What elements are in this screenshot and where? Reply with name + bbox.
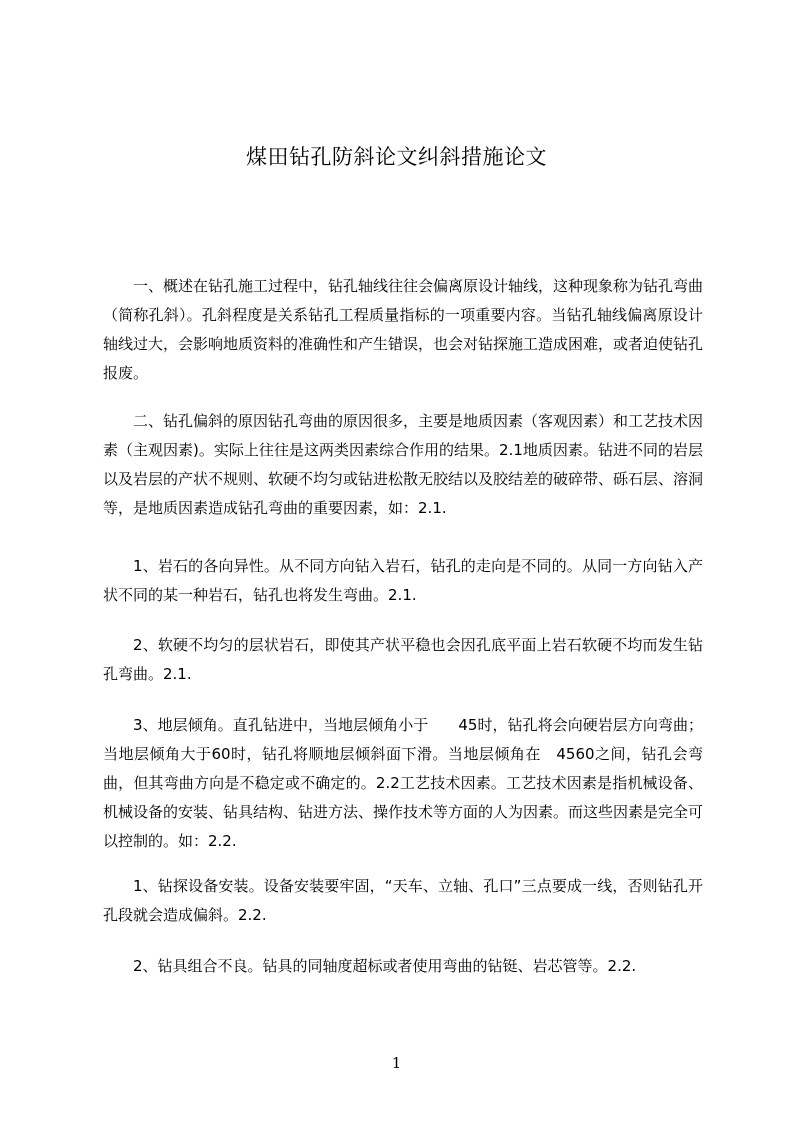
paragraph-dip-angle: 3、地层倾角。直孔钻进中，当地层倾角小于 45时，钻孔将会向硬岩层方向弯曲；当地层倾角大于60时，钻孔将顺地层倾斜面下滑。当地层倾角在 4560之间，钻孔会弯曲，但其弯曲方向是不稳定或不确定的。2.2工艺技术因素。工艺技术因素是指机械设备、机械设备的安装、钻具结构、钻进方法、操作技术等方面的人为因素。而这些因素是完全可以控制的。如：2.2. — [103, 716, 704, 850]
paragraph-causes: 二、钻孔偏斜的原因钻孔弯曲的原因很多，主要是地质因素（客观因素）和工艺技术因素（主观因素)。实际上往往是这两类因素综合作用的结果。2.1地质因素。钻进不同的岩层以及岩层的产状不规则、软硬不均匀或钻进松散无胶结以及胶结差的破碎带、砾石层、溶洞等，是地质因素造成钻孔弯曲的重要因素，如：2.1. — [103, 412, 704, 517]
paragraph-equipment-installation: 1、钻探设备安装。设备安装要牢固，“天车、立轴、孔口”三点要成一线，否则钻孔开孔段就会造成偏斜。2.2. — [103, 877, 703, 924]
paragraph-rock-anisotropy: 1、岩石的各向异性。从不同方向钻入岩石，钻孔的走向是不同的。从同一方向钻入产状不同的某一种岩石，钻孔也将发生弯曲。2.1. — [103, 557, 703, 604]
paragraph-overview: 一、概述在钻孔施工过程中，钻孔轴线往往会偏离原设计轴线，这种现象称为钻孔弯曲（简称孔斜）。孔斜程度是关系钻孔工程质量指标的一项重要内容。当钻孔轴线偏离原设计轴线过大，会影响地质资料的准确性和产生错误，也会对钻探施工造成困难，或者迫使钻孔报废。 — [103, 277, 704, 382]
paragraph-drill-assembly: 2、钻具组合不良。钻具的同轴度超标或者使用弯曲的钻铤、岩芯管等。2.2. — [133, 957, 637, 975]
document-title: 煤田钻孔防斜论文纠斜措施论文 — [246, 145, 547, 169]
page-number: 1 — [391, 1054, 402, 1072]
paragraph-layered-rock: 2、软硬不均匀的层状岩石，即使其产状平稳也会因孔底平面上岩石软硬不均而发生钻孔弯曲。2.1. — [103, 636, 703, 683]
